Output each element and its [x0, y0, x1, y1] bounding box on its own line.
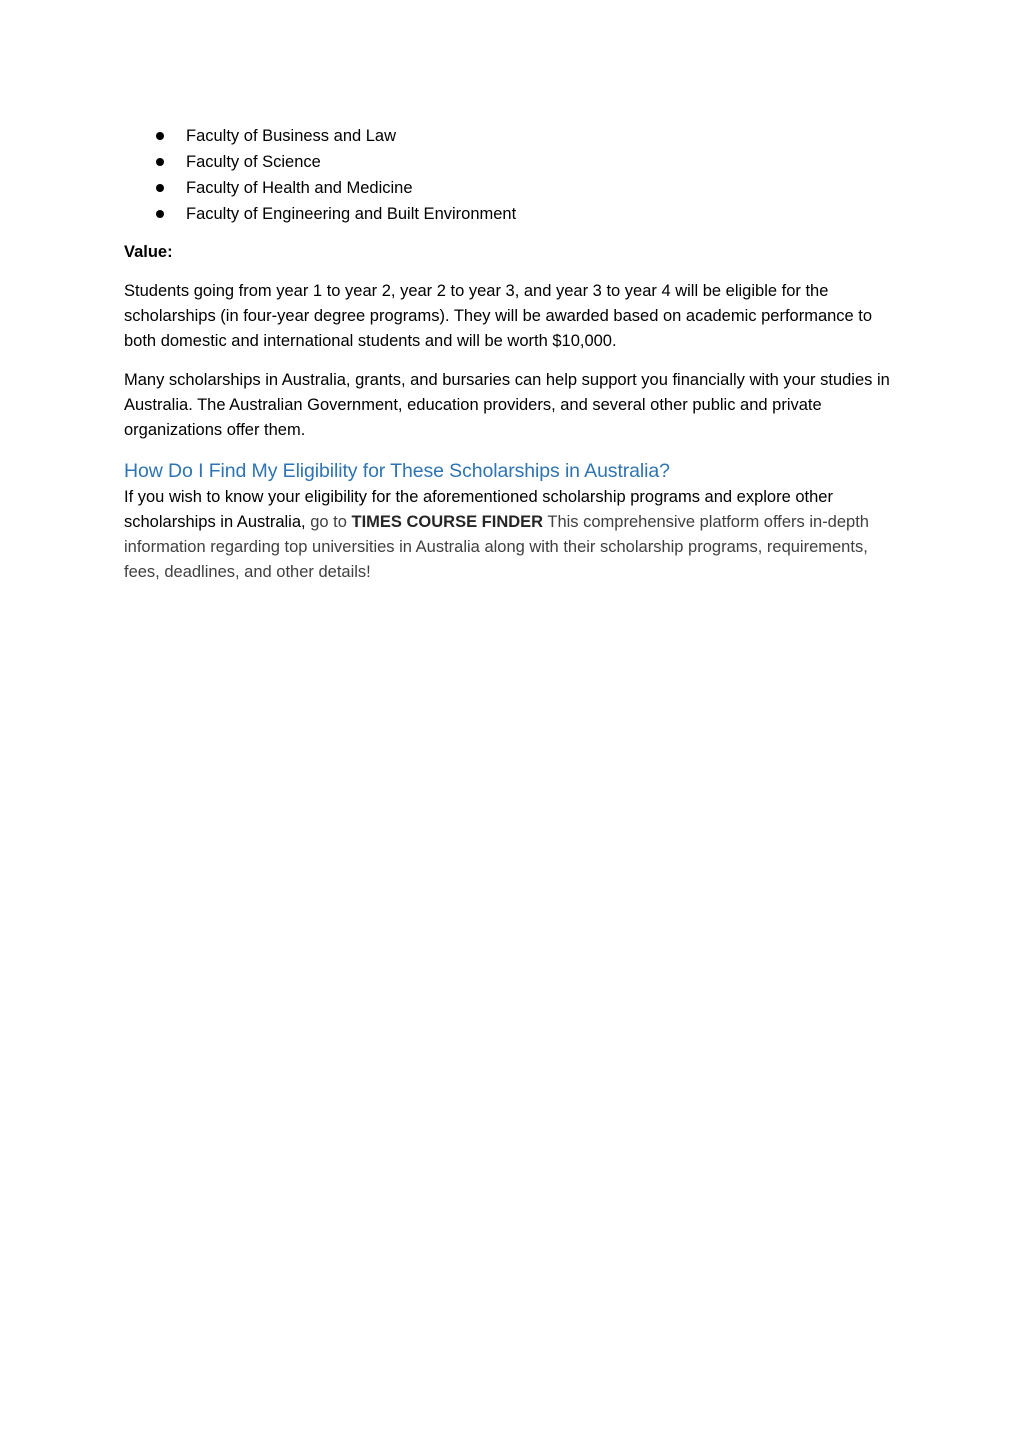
section-heading: How Do I Find My Eligibility for These Scholarships in Australia? — [124, 460, 670, 482]
faculty-label: Faculty of Business and Law — [186, 127, 397, 145]
closing-text-part2: go to — [310, 513, 352, 531]
bullet-icon — [156, 158, 164, 166]
bullet-icon — [156, 184, 164, 192]
document-content — [124, 123, 899, 585]
students-paragraph: Students going from year 1 to year 2, year 2 to year 3, and year 3 to year 4 will be eligible for the scholarships (in four-year degree programs). They will be awarded based on academic performance to both domestic and international students and will be worth $10,000. — [124, 282, 873, 350]
list-item — [124, 149, 899, 175]
list-item — [124, 175, 899, 201]
closing-paragraph — [124, 485, 899, 585]
list-item — [124, 123, 899, 149]
faculty-label: Faculty of Engineering and Built Environment — [186, 205, 517, 223]
bullet-icon — [156, 210, 164, 218]
faculty-label: Faculty of Science — [186, 153, 321, 171]
faculty-list — [124, 123, 899, 227]
list-item — [124, 201, 899, 227]
value-heading: Value: — [124, 243, 173, 261]
times-course-finder-link[interactable]: TIMES COURSE FINDER — [351, 513, 544, 531]
closing-text-part1: If you wish to know your eligibility for the aforementioned scholarship programs and explore other scholarships in Australia, — [124, 488, 833, 531]
closing-text-part3: This comprehensive platform offers in-depth information regarding top universities in Australia along with their scholarship programs, requirements, fees, deadlines, and other details! — [124, 513, 869, 581]
faculty-label: Faculty of Health and Medicine — [186, 179, 413, 197]
bullet-icon — [156, 132, 164, 140]
scholarships-paragraph: Many scholarships in Australia, grants, and bursaries can help support you financially with your studies in Australia. The Australian Government, education providers, and several other public and private organizations offer them. — [124, 371, 890, 439]
